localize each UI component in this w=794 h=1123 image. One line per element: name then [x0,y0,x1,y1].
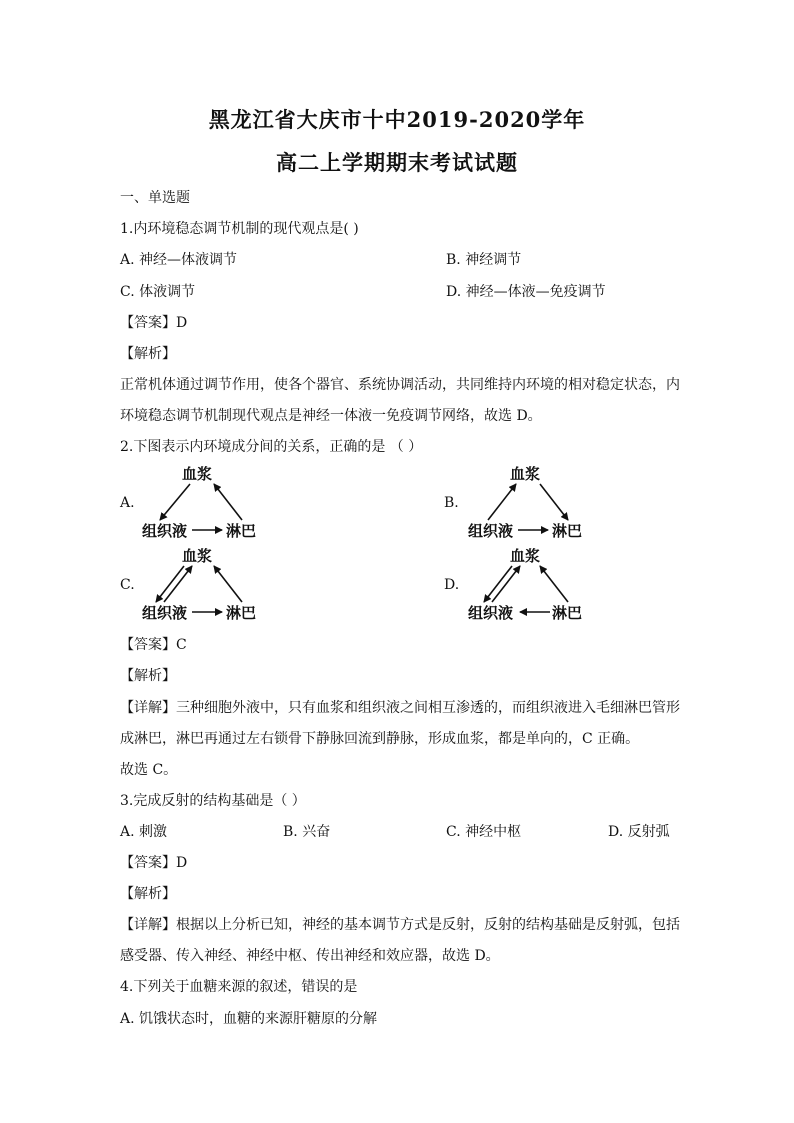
q1-analysis-label: 【解析】 [120,346,176,362]
node-plasma: 血浆 [510,547,541,565]
q1-analysis-line2: 环境稳态调节机制现代观点是神经一体液一免疫调节网络，故选 D。 [120,408,542,424]
q3-option-d: D. 反射弧 [608,824,670,840]
q2-option-a-label: A. [120,495,135,511]
arrow-plasma-to-tissue [156,566,184,602]
q3-detail-line2: 感受器、传入神经、神经中枢、传出神经和效应器，故选 D。 [120,948,500,964]
node-tissue-fluid: 组织液 [468,604,514,622]
section-heading: 一、单选题 [120,190,190,206]
node-lymph: 淋巴 [552,522,583,540]
q1-option-b: B. 神经调节 [446,252,522,268]
arrow-lymph-to-plasma [214,566,242,602]
q2-analysis-label: 【解析】 [120,668,176,684]
node-lymph: 淋巴 [552,604,583,622]
q2-option-d-label: D. [444,577,460,593]
q3-detail-line1: 【详解】根据以上分析已知，神经的基本调节方式是反射，反射的结构基础是反射弧，包括 [120,917,680,933]
arrow-plasma-to-tissue [160,484,190,520]
q2-option-c-label: C. [120,577,135,593]
q1-option-a: A. 神经—体液调节 [120,252,238,268]
q3-analysis-label: 【解析】 [120,886,176,902]
q4-option-a: A. 饥饿状态时，血糖的来源肝糖原的分解 [120,1011,378,1027]
page-title-line1: 黑龙江省大庆市十中2019-2020学年 [208,107,586,132]
q1-option-d: D. 神经—体液—免疫调节 [446,284,606,300]
arrow-tissue-to-plasma [488,484,516,520]
q2-detail-line2: 成淋巴，淋巴再通过左右锁骨下静脉回流到静脉，形成血浆，都是单向的，C 正确。 [120,731,640,747]
node-tissue-fluid: 组织液 [468,522,514,540]
q3-answer: 【答案】D [120,855,188,871]
q3-stem: 3.完成反射的结构基础是（ ） [120,793,306,809]
q2-answer: 【答案】C [120,637,187,653]
q2-diagram-c [140,544,270,626]
q1-answer: 【答案】D [120,315,188,331]
q1-analysis-line1: 正常机体通过调节作用，使各个器官、系统协调活动，共同维持内环境的相对稳定状态，内 [120,377,680,393]
q4-stem: 4.下列关于血糖来源的叙述，错误的是 [120,979,358,995]
q3-option-b: B. 兴奋 [283,824,331,840]
q3-option-a: A. 刺激 [120,824,168,840]
page-title-line2: 高二上学期期末考试试题 [276,150,518,175]
q1-option-c: C. 体液调节 [120,284,196,300]
q2-diagram-d [466,544,596,626]
arrow-plasma-to-tissue [484,566,512,602]
q2-diagram-b [466,462,596,544]
arrow-lymph-to-plasma [214,484,242,520]
q2-detail-line1: 【详解】三种细胞外液中，只有血浆和组织液之间相互渗透的，而组织液进入毛细淋巴管形 [120,700,680,716]
node-plasma: 血浆 [510,465,541,483]
node-lymph: 淋巴 [226,522,257,540]
node-plasma: 血浆 [182,547,213,565]
arrow-tissue-to-plasma [492,566,520,602]
q2-option-b-label: B. [444,495,459,511]
q3-option-c: C. 神经中枢 [446,824,522,840]
node-lymph: 淋巴 [226,604,257,622]
q2-stem: 2.下图表示内环境成分间的关系，正确的是 （ ） [120,439,423,455]
q2-diagram-a [140,462,270,544]
arrow-plasma-to-lymph [540,484,568,520]
node-tissue-fluid: 组织液 [142,604,188,622]
arrow-lymph-to-plasma [540,566,568,602]
arrow-tissue-to-plasma [164,566,192,602]
q1-stem: 1.内环境稳态调节机制的现代观点是( ) [120,221,359,237]
q2-detail-line3: 故选 C。 [120,762,178,778]
node-plasma: 血浆 [182,465,213,483]
node-tissue-fluid: 组织液 [142,522,188,540]
